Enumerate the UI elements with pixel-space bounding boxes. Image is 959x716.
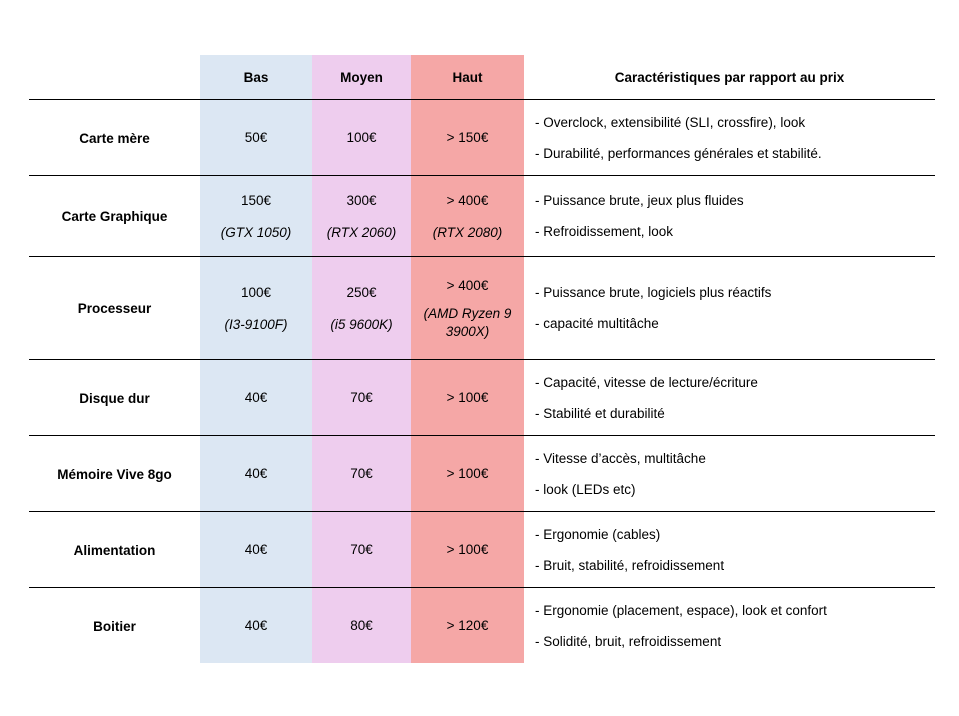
model-name: (RTX 2080) [432,224,503,240]
price-value: > 400€ [446,277,489,293]
caracteristique-line: - Ergonomie (placement, espace), look et confort [535,602,827,618]
price-moyen [312,436,411,512]
price-haut [411,588,524,664]
caracteristique-line: - look (LEDs etc) [535,481,636,497]
row-label: Carte mère [79,130,150,146]
caracteristique-line: - Ergonomie (cables) [535,526,661,542]
caracteristique-line: - Capacité, vitesse de lecture/écriture [535,374,758,390]
price-value: 40€ [244,466,268,481]
caracteristiques-cell [524,100,935,176]
price-value: 250€ [346,284,377,300]
caracteristique-line: - Solidité, bruit, refroidissement [535,633,722,649]
price-value: 150€ [240,192,272,208]
caracteristique-line: - capacité multitâche [535,316,659,331]
caracteristiques-cell [524,360,935,436]
table-row [29,256,935,360]
table-row [29,99,935,176]
price-bas [200,257,312,360]
price-value: 40€ [244,390,268,405]
caracteristique-line: - Vitesse d’accès, multitâche [535,450,706,466]
header-row [29,55,935,99]
caracteristiques-cell [524,588,935,664]
row-label: Mémoire Vive 8go [57,466,172,482]
table-row [29,511,935,588]
caracteristique-line: - Refroidissement, look [535,224,674,239]
price-bas [200,588,312,664]
price-value: 300€ [346,192,377,208]
caracteristiques-cell [524,257,935,360]
price-moyen [312,512,411,588]
price-value: 100€ [346,130,377,145]
row-label: Disque dur [79,390,150,406]
caracteristique-line: - Durabilité, performances générales et stabilité. [535,145,822,161]
model-name: (i5 9600K) [330,316,393,332]
price-haut [411,100,524,176]
price-value: 40€ [244,542,268,557]
header-haut: Haut [452,69,483,85]
model-name: (I3-9100F) [224,316,288,332]
price-value: 70€ [350,390,373,405]
price-haut [411,436,524,512]
model-name: (AMD Ryzen 9 3900X) [423,305,512,339]
model-name: (GTX 1050) [220,224,292,240]
model-name: (RTX 2060) [326,224,397,240]
price-moyen [312,176,411,257]
price-value: 70€ [350,466,373,481]
price-value: > 100€ [446,542,489,557]
price-bas [200,176,312,257]
caracteristiques-cell [524,512,935,588]
price-moyen [312,360,411,436]
row-label: Processeur [77,301,152,316]
caracteristiques-cell [524,176,935,257]
caracteristique-line: - Bruit, stabilité, refroidissement [535,557,725,573]
table-row [29,435,935,512]
table-row [29,175,935,257]
caracteristique-line: - Overclock, extensibilité (SLI, crossfire), look [535,114,806,130]
price-value: 100€ [240,284,272,300]
row-label: Boitier [93,618,136,634]
caracteristique-line: - Stabilité et durabilité [535,405,665,421]
price-haut [411,360,524,436]
price-value: > 150€ [446,130,489,145]
caracteristique-line: - Puissance brute, jeux plus fluides [535,193,744,208]
price-moyen [312,100,411,176]
price-haut [411,257,524,360]
price-value: > 100€ [446,390,489,405]
caracteristique-line: - Puissance brute, logiciels plus réactifs [535,285,772,300]
price-value: 50€ [244,130,268,145]
price-value: 70€ [350,542,373,557]
header-bas: Bas [243,69,269,85]
price-bas [200,512,312,588]
price-moyen [312,588,411,664]
price-bas [200,436,312,512]
price-value: 40€ [244,618,268,633]
table-row [29,359,935,436]
price-haut [411,512,524,588]
price-value: > 120€ [446,618,489,633]
header-caracteristiques: Caractéristiques par rapport au prix [614,69,845,85]
row-label: Alimentation [73,542,156,558]
price-value: > 400€ [446,192,489,208]
caracteristiques-cell [524,436,935,512]
table-row [29,587,935,664]
price-moyen [312,257,411,360]
price-haut [411,176,524,257]
row-label: Carte Graphique [61,209,168,224]
price-bas [200,360,312,436]
price-value: > 100€ [446,466,489,481]
price-value: 80€ [350,618,373,633]
price-bas [200,100,312,176]
header-moyen: Moyen [340,69,383,85]
